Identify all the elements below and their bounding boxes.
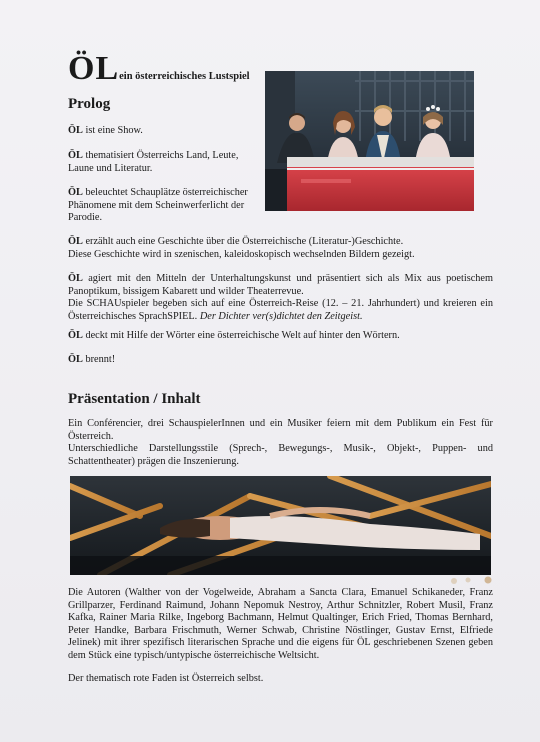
prolog-p5-italic: Der Dichter ver(s)dichtet den Zeitgeist. [199, 310, 363, 322]
prolog-p4-line2: Diese Geschichte wird in szenischen, kaleidoskopisch wechselnden Bildern gezeigt. [68, 248, 415, 260]
oel-bold: ÖL [68, 187, 83, 198]
title-oel: ÖL [68, 50, 120, 87]
prolog-p2-line2: Laune und Literatur. [68, 162, 153, 174]
praesentation-p4: Der thematisch rote Faden ist Österreich selbst. [68, 673, 264, 684]
prolog-p3-line3: Parodie. [68, 212, 103, 224]
prolog-p3-line1: beleuchtet Schauplätze österreichischer [82, 187, 248, 198]
prolog-p1 [68, 125, 143, 138]
prolog-p4-line1: erzählt auch eine Geschichte über die Österreichische (Literatur-)Geschichte. [82, 236, 404, 247]
oel-bold: ÖL [68, 330, 83, 341]
prolog-p5-text2: Die SCHAUspieler begeben sich auf eine Österreich-Reise (12. – 21. Jahrhundert) und kreieren ein Österreichisches SprachSPIEL. [68, 298, 493, 322]
stage-photo-frame [70, 476, 491, 575]
prolog-p2-line1: thematisiert Österreichs Land, Leute, [82, 150, 239, 161]
title-subtitle: ein österreichisches Lustspiel [119, 71, 250, 82]
prolog-p3-line2: Phänomene mit dem Scheinwerferlicht der [68, 199, 245, 211]
heading-praesentation: Präsentation / Inhalt [68, 391, 201, 407]
document-title [68, 50, 250, 88]
prolog-p5-text1: agiert mit den Mitteln der Unterhaltungskunst und präsentiert sich als Mix aus poetischem Panoptikum, bissigem Kabarett und wilder Theaterrevue. [68, 273, 493, 297]
prolog-p7 [68, 354, 115, 367]
praesentation-p3: Die Autoren (Walther von der Vogelweide, Abraham a Sancta Clara, Emanuel Schikaneder, Franz Grillparzer, Ferdinand Raimund, Johann Nepomuk Nestroy, Arthur Schnitzler, Robert Musil, Franz Kafka, Rainer Maria Rilke, Ingeborg Bachmann, Helmut Qualtinger, Erich Fried, Thomas Bernhard, Peter Handke, Barbara Frischmuth, Werner Schwab, Christine Nöstlinger, Gustav Ernst, Elfriede Jelinek) mit ihrer spezifisch literarischen Sprache und die eigens für ÖL geschriebenen Szenen geben dem Stück eine typisch/untypische österreichische Weltsicht. [68, 587, 493, 661]
prolog-p6-text: deckt mit Hilfe der Wörter eine österreichische Welt auf hinter den Wörtern. [82, 330, 400, 341]
prolog-p1-text: ist eine Show. [82, 125, 143, 136]
oel-bold: ÖL [68, 150, 83, 161]
oel-bold: ÖL [68, 236, 83, 247]
prolog-p4 [68, 236, 493, 261]
stage-photo-table [265, 71, 474, 211]
prolog-p2 [68, 150, 238, 175]
prolog-p7-text: brennt! [82, 354, 116, 365]
praesentation-p2: Unterschiedliche Darstellungsstile (Sprech-, Bewegungs-, Musik-, Objekt-, Puppen- und Schattentheater) prägen die Inszenierung. [68, 443, 493, 467]
heading-prolog: Prolog [68, 96, 111, 112]
oel-bold: ÖL [68, 273, 83, 284]
prolog-p5 [68, 273, 493, 323]
oel-bold: ÖL [68, 125, 83, 136]
paper-stain [448, 575, 494, 587]
prolog-p3 [68, 187, 248, 225]
praesentation-p1: Ein Conférencier, drei SchauspielerInnen und ein Musiker feiern mit dem Publikum ein Fest für Österreich. [68, 418, 493, 442]
prolog-p6 [68, 330, 400, 343]
oel-bold: ÖL [68, 354, 83, 365]
